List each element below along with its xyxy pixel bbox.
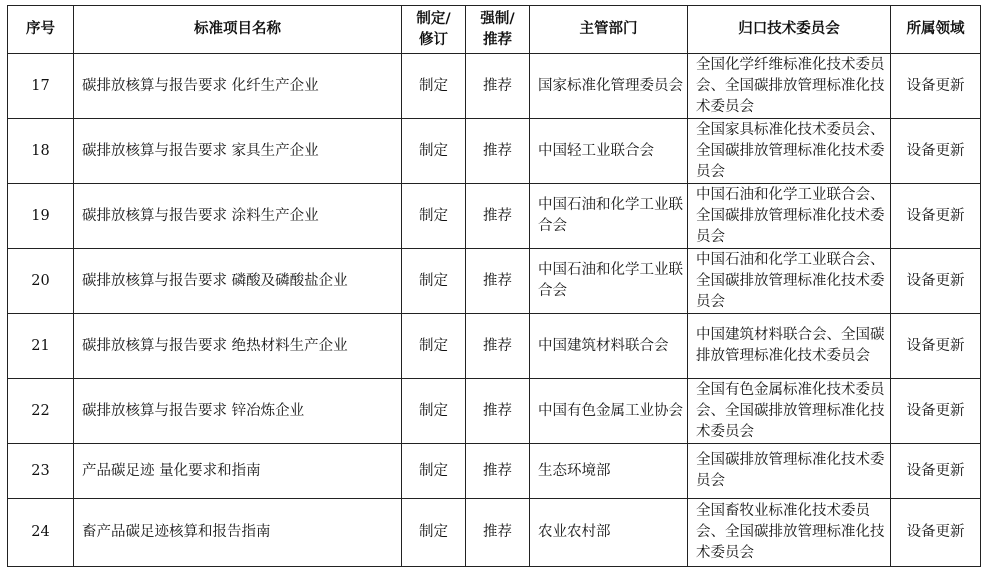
cell-field: 设备更新 (891, 314, 981, 379)
cell-seq: 19 (8, 184, 74, 249)
cell-name: 碳排放核算与报告要求 锌冶炼企业 (74, 379, 402, 444)
header-nature-line1: 强制/ (480, 10, 515, 27)
header-name: 标准项目名称 (74, 6, 402, 54)
cell-field: 设备更新 (891, 499, 981, 567)
cell-seq: 20 (8, 249, 74, 314)
cell-seq: 17 (8, 54, 74, 119)
cell-dept: 中国有色金属工业协会 (530, 379, 688, 444)
header-seq: 序号 (8, 6, 74, 54)
header-field: 所属领域 (891, 6, 981, 54)
cell-committee: 中国石油和化学工业联合会、全国碳排放管理标准化技术委员会 (688, 249, 891, 314)
cell-name: 碳排放核算与报告要求 涂料生产企业 (74, 184, 402, 249)
cell-nature: 推荐 (466, 249, 530, 314)
header-committee: 归口技术委员会 (688, 6, 891, 54)
cell-committee: 全国有色金属标准化技术委员会、全国碳排放管理标准化技术委员会 (688, 379, 891, 444)
cell-committee: 全国碳排放管理标准化技术委员会 (688, 444, 891, 499)
cell-field: 设备更新 (891, 444, 981, 499)
cell-nature: 推荐 (466, 499, 530, 567)
table-row (8, 249, 981, 314)
cell-type: 制定 (402, 119, 466, 184)
table-row (8, 54, 981, 119)
cell-name: 碳排放核算与报告要求 绝热材料生产企业 (74, 314, 402, 379)
cell-type: 制定 (402, 444, 466, 499)
cell-nature: 推荐 (466, 444, 530, 499)
header-nature-line2: 推荐 (483, 31, 512, 48)
cell-dept: 国家标准化管理委员会 (530, 54, 688, 119)
table-row (8, 499, 981, 567)
cell-field: 设备更新 (891, 379, 981, 444)
cell-seq: 21 (8, 314, 74, 379)
cell-nature: 推荐 (466, 184, 530, 249)
cell-seq: 22 (8, 379, 74, 444)
cell-name: 碳排放核算与报告要求 磷酸及磷酸盐企业 (74, 249, 402, 314)
cell-dept: 农业农村部 (530, 499, 688, 567)
cell-seq: 24 (8, 499, 74, 567)
standards-table (7, 5, 981, 567)
table-header-row (8, 6, 981, 54)
cell-type: 制定 (402, 379, 466, 444)
cell-committee: 中国石油和化学工业联合会、全国碳排放管理标准化技术委员会 (688, 184, 891, 249)
cell-committee: 中国建筑材料联合会、全国碳排放管理标准化技术委员会 (688, 314, 891, 379)
cell-dept: 中国轻工业联合会 (530, 119, 688, 184)
cell-type: 制定 (402, 54, 466, 119)
header-nature (466, 6, 530, 54)
cell-name: 畜产品碳足迹核算和报告指南 (74, 499, 402, 567)
cell-dept: 生态环境部 (530, 444, 688, 499)
cell-type: 制定 (402, 314, 466, 379)
header-dept: 主管部门 (530, 6, 688, 54)
table-row (8, 184, 981, 249)
cell-nature: 推荐 (466, 119, 530, 184)
cell-field: 设备更新 (891, 249, 981, 314)
cell-dept: 中国石油和化学工业联合会 (530, 184, 688, 249)
cell-field: 设备更新 (891, 54, 981, 119)
cell-seq: 18 (8, 119, 74, 184)
cell-nature: 推荐 (466, 314, 530, 379)
cell-nature: 推荐 (466, 54, 530, 119)
cell-name: 产品碳足迹 量化要求和指南 (74, 444, 402, 499)
table-row (8, 119, 981, 184)
table-row (8, 314, 981, 379)
cell-committee: 全国家具标准化技术委员会、全国碳排放管理标准化技术委员会 (688, 119, 891, 184)
cell-nature: 推荐 (466, 379, 530, 444)
table-row (8, 379, 981, 444)
table-row (8, 444, 981, 499)
header-type-line2: 修订 (419, 31, 448, 48)
cell-field: 设备更新 (891, 119, 981, 184)
header-type-line1: 制定/ (416, 10, 451, 27)
cell-committee: 全国畜牧业标准化技术委员会、全国碳排放管理标准化技术委员会 (688, 499, 891, 567)
cell-name: 碳排放核算与报告要求 化纤生产企业 (74, 54, 402, 119)
cell-dept: 中国石油和化学工业联合会 (530, 249, 688, 314)
cell-field: 设备更新 (891, 184, 981, 249)
cell-seq: 23 (8, 444, 74, 499)
cell-committee: 全国化学纤维标准化技术委员会、全国碳排放管理标准化技术委员会 (688, 54, 891, 119)
cell-type: 制定 (402, 184, 466, 249)
cell-type: 制定 (402, 249, 466, 314)
cell-dept: 中国建筑材料联合会 (530, 314, 688, 379)
cell-name: 碳排放核算与报告要求 家具生产企业 (74, 119, 402, 184)
cell-type: 制定 (402, 499, 466, 567)
header-type (402, 6, 466, 54)
